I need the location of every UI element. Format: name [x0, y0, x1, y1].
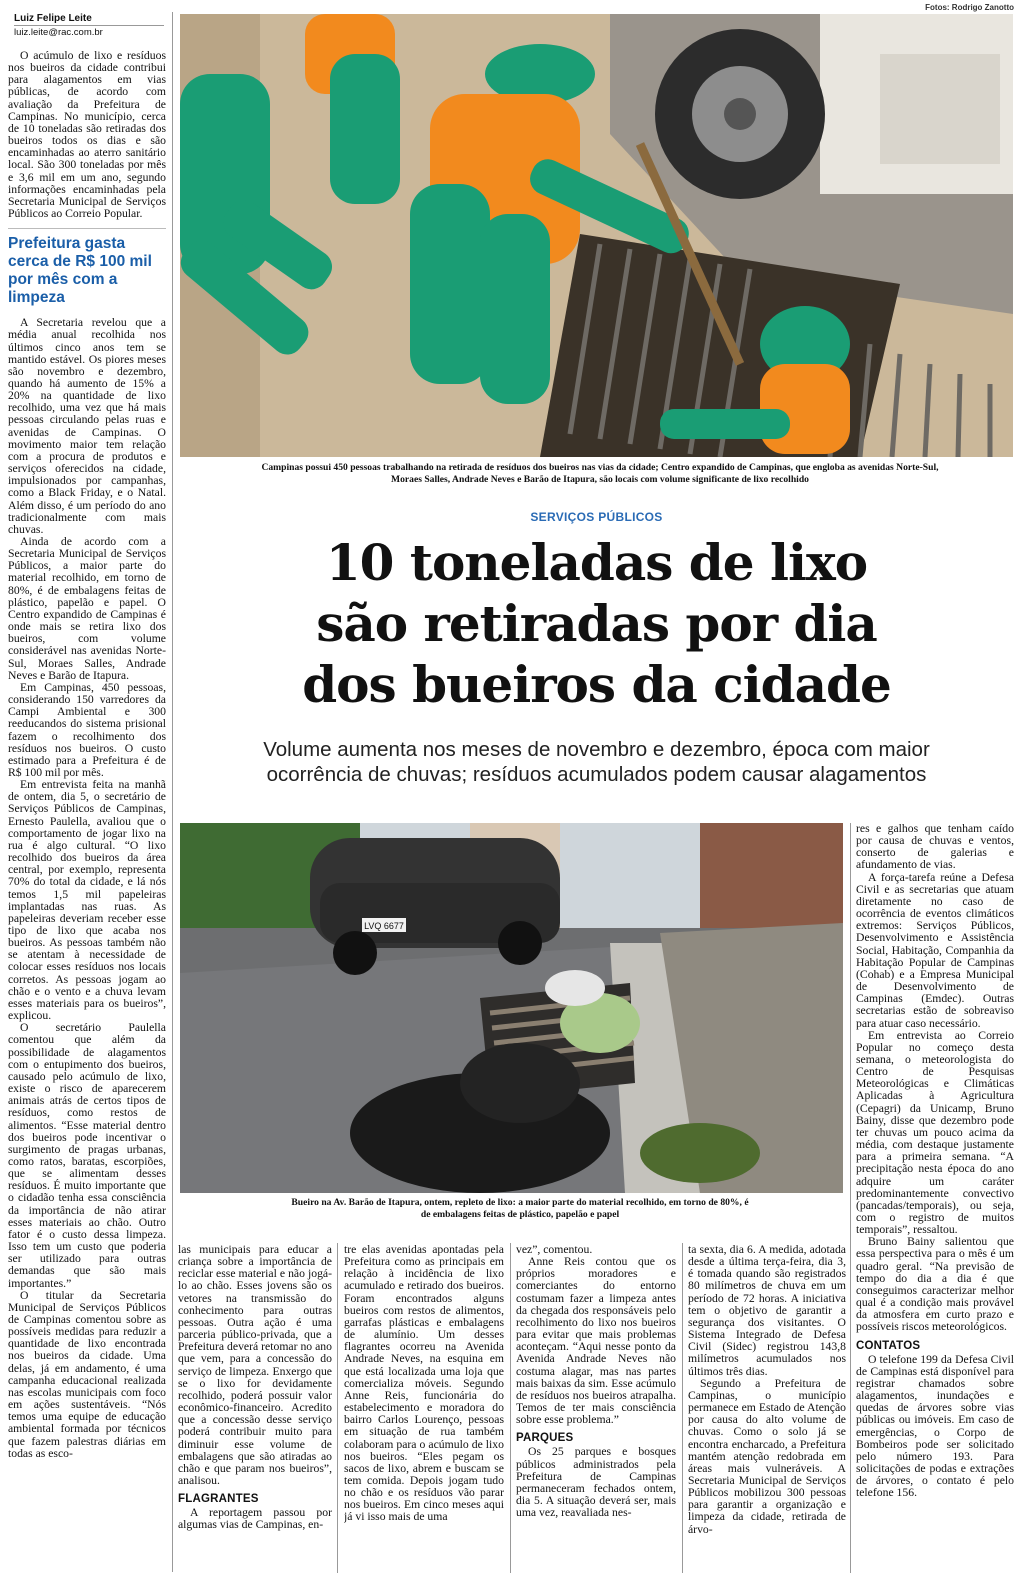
byline-name: Luiz Felipe Leite — [14, 13, 92, 24]
left-paragraph: Ainda de acordo com a Secretaria Municipal de Serviços Públicos, a maior parte do material recolhido, em torno de 80%, é de embalagens feitas de plástico, papelão e papel. O Centro expandido de Campinas é onde mais se retira lixo dos bueiros, com volume considerável nas avenidas Norte-Sul, Moraes Salles, Andrade Neves e Barão de Itapura. — [8, 535, 166, 682]
left-paragraph: Em Campinas, 450 pessoas, considerando 150 varredores da Campi Ambiental e 300 reeducandos do sistema prisional fazem o recolhimento dos resíduos nos bueiros. O custo estimado para a Prefeitura é de R$ 100 mil por mês. — [8, 680, 166, 779]
bottom-column-4 — [688, 1244, 846, 1574]
bottom-paragraph: ta sexta, dia 6. A medida, adotada desde a última terça-feira, dia 3, é tomada quando são registrados 80 milímetros de chuva em um período de 72 horas. A iniciativa tem o objetivo de garantir a segurança dos visitantes. O Sistema Integrado de Defesa Civil (Sidec) registrou 143,8 milímetros acumulados nos últimos três dias. — [688, 1244, 846, 1378]
left-paragraph: O secretário Paulella comentou que além da possibilidade de alagamentos com o entupimento dos bueiros, causado pelo acúmulo de lixo, existe o risco de aparecerem animais atrás de certos tipos de resíduos, como restos de alimentos. “Esse material dentro dos bueiros pode incentivar o surgimento de pragas urbanas, como ratos, baratas, escorpiões, que se alimentam desses resíduos. É muito importante que o cidadão tenha essa consciência da importância de não atirar esses materiais ao chão. Outro fator é o custo dessa limpeza. Isso tem um custo que poderia ser utilizado para outras demandas que são mais importantes.” — [8, 1021, 166, 1290]
right-paragraph: Em entrevista ao Correio Popular no começo desta semana, o meteorologista do Centro de Pesquisas Meteorológicas e Climáticas Aplicadas à Agricultura (Cepagri) da Unicamp, Bruno Bainy, disse que dezembro pode ter chuvas um pouco acima da média, com destaque justamente para a primeira semana. “A precipitação nesta época do ano adquire um caráter predominantemente convectivo (pancadas/temporais), ou seja, com o registro de muitos temporais”, ressaltou. — [856, 1028, 1014, 1237]
top-photo-workers — [180, 14, 1013, 457]
byline-email: luiz.leite@rac.com.br — [14, 25, 164, 39]
photo-credit: Fotos: Rodrigo Zanotto — [925, 3, 1014, 12]
mid-photo-drain — [180, 823, 843, 1193]
left-column — [8, 50, 166, 1575]
bottom-paragraph: Segundo a Prefeitura de Campinas, o município permanece em Estado de Atenção por causa do alto volume de chuvas. Como o solo já se encontra encharcado, a Prefeitura mantém atenção redobrada em áreas mais vulneráveis. A Secretaria Municipal de Serviços Públicos mobilizou 300 pessoas para garantir a organização e limpeza da cidade, retirada de árvo- — [688, 1376, 846, 1536]
bottom-column-3 — [516, 1244, 676, 1574]
workers-illustration — [180, 14, 1013, 457]
byline — [14, 12, 164, 39]
left-subhead: Prefeitura gasta cerca de R$ 100 mil por mês com a limpeza — [8, 228, 166, 307]
bottom-column-2 — [344, 1244, 504, 1574]
top-photo-caption: Campinas possui 450 pessoas trabalhando na retirada de resíduos dos bueiros nas vias da cidade; Centro expandido de Campinas, que engloba as avenidas Norte-Sul, Moraes Salles, Andrade Neves e Barão de Itapura, são locais com volume significante de lixo recolhido — [261, 462, 939, 485]
left-paragraph: A Secretaria revelou que a média anual recolhida nos últimos cinco anos tem se mantido estável. Os piores meses são novembro e dezembro, quando há aumento de 15% a 20% na quantidade de lixo recolhido, uma vez que há mais pessoas circulando pelas ruas e avenidas de Campinas. O movimento maior tem relação com a procura de produtos e serviços oferecidos na cidade, impulsionados por campanhas, como a Black Friday, e o Natal. Além disso, é um período do ano tradicionalmente com mais chuvas. — [8, 316, 166, 536]
headline-line: são retiradas por dia — [316, 594, 877, 653]
column-rule — [337, 1243, 338, 1573]
car-plate: LVQ 6677 — [364, 921, 404, 931]
headline — [180, 532, 1013, 715]
column-rule — [850, 823, 851, 1573]
column-rule — [510, 1243, 511, 1573]
right-paragraph: Bruno Bainy salientou que essa perspectiva para o mês é um quadro geral. “Na previsão de tempo do dia a dia é que conseguimos caracterizar melhor qual é a condição mais provável da atmosfera em curto prazo e possíveis riscos meteorológicos. — [856, 1235, 1014, 1334]
contacts-paragraph: O telefone 199 da Defesa Civil de Campinas está disponível para registrar chamados sobre alagamentos, inundações e quedas de árvores sobre vias públicas ou imóveis. Em caso de emergências, o Corpo de Bombeiros pode ser solicitado pelo número 193. Para solicitações de podas e extrações de árvores, o contato é pelo telefone 156. — [856, 1352, 1014, 1500]
subheadline-line: Volume aumenta nos meses de novembro e dezembro, época com maior — [263, 738, 930, 761]
bottom-column-1 — [178, 1244, 332, 1574]
left-paragraph: Em entrevista feita na manhã de ontem, dia 5, o secretário de Serviços Públicos de Campinas, Ernesto Paulella, avaliou que o comportamento de jogar lixo na rua é algo cultural. “O lixo recolhido dos bueiros da área central, por exemplo, representa 70% do total da cidade, e lá nós temos 1,5 mil papeleiras implantadas nas ruas. As papeleiras deveriam receber esse tipo de lixo que acaba nos bueiros. As pessoas também não se atentam à necessidade de colocar esses resíduos nos locais corretos. As pessoas jogam ao chão e o vento e a chuva levam esses materiais para os bueiros”, explicou. — [8, 778, 166, 1023]
right-column — [856, 823, 1014, 1573]
bottom-paragraph: vez”, comentou. — [516, 1244, 593, 1256]
contacts-heading: CONTATOS — [856, 1339, 921, 1352]
headline-line: dos bueiros da cidade — [302, 655, 891, 714]
subheadline — [180, 737, 1013, 787]
bottom-paragraph: Anne Reis contou que os próprios moradores e comerciantes do entorno costumam fazer a limpeza antes da chegada dos responsáveis pelo recolhimento do lixo nos bueiros para evitar que mais problemas aconteçam. “Aqui nesse ponto da Avenida Andrade Neves não costuma alagar, mas nas partes mais baixas da sim. Esse acúmulo de resíduos nos bueiros atrapalha. Temos de ter mais consciência sobre esse problema.” — [516, 1255, 676, 1427]
parques-heading: PARQUES — [516, 1432, 574, 1445]
intro-paragraph: O acúmulo de lixo e resíduos nos bueiros da cidade contribui para alagamentos em vias públicas, de acordo com avaliação da Prefeitura de Campinas. No município, cerca de 10 toneladas são retiradas dos bueiros todos os dias e são encaminhadas ao aterro sanitário local. São 300 toneladas por mês e 3,6 mil em um ano, segundo informações encaminhadas pela Secretaria Municipal de Serviços Públicos ao Correio Popular. — [8, 50, 166, 221]
right-paragraph: A força-tarefa reúne a Defesa Civil e as secretarias que atuam diretamente no caso de ocorrência de eventos climáticos extremos: Serviços Públicos, Desenvolvimento e Assistência Social, Habitação, Companhia da Habitação Popular de Campinas (Cohab) e a Empresa Municipal de Desenvolvimento de Campinas (Emdec). Outras secretarias estão de sobreaviso para atuar caso necessário. — [856, 870, 1014, 1030]
bottom-paragraph: Os 25 parques e bosques públicos administrados pela Prefeitura de Campinas permaneceram fechados ontem, dia 5. A situação deverá ser, mais uma vez, reavaliada nes- — [516, 1445, 676, 1520]
bottom-paragraph: las municipais para educar a criança sobre a importância de reciclar esse material e não jogá-lo ao chão. Esses jovens são os vetores na transmissão do conhecimento para outras pessoas. Outra ação é uma parceria público-privada, que a Prefeitura deverá retomar no ano que vem, para a concessão do serviço de limpeza. Enxergo que se o lixo for devidamente recolhido, poderá possuir valor econômico-financeiro. Acredito que a concessão desse serviço poderá contribuir muito para diminuir esse volume de embalagens que são atiradas ao chão e que param nos bueiros”, analisou. — [178, 1244, 332, 1487]
mid-photo-caption: Bueiro na Av. Barão de Itapura, ontem, repleto de lixo: a maior parte do material recolhido, em torno de 80%, é de embalagens feitas de plástico, papelão e papel — [291, 1197, 749, 1220]
drain-illustration — [180, 823, 843, 1193]
right-paragraph: res e galhos que tenham caído por causa de chuvas e ventos, conserto de galerias e afundamento de vias. — [856, 823, 1014, 872]
column-rule — [172, 12, 173, 1572]
flagrantes-heading: FLAGRANTES — [178, 1493, 259, 1506]
section-label: SERVIÇOS PÚBLICOS — [530, 510, 663, 524]
subheadline-line: ocorrência de chuvas; resíduos acumulados podem causar alagamentos — [266, 763, 927, 786]
headline-line: 10 toneladas de lixo — [325, 533, 868, 592]
column-rule — [682, 1243, 683, 1573]
bottom-paragraph: A reportagem passou por algumas vias de Campinas, en- — [178, 1506, 332, 1532]
bottom-paragraph: tre elas avenidas apontadas pela Prefeitura como as principais em relação à incidência de lixo acumulado e retirado dos bueiros. Foram encontrados alguns bueiros com restos de alimentos, garrafas plásticas e embalagens de alumínio. Um desses flagrantes ocorreu na Avenida Andrade Neves, na esquina em que está localizada uma loja que comercializa móveis. Segundo Anne Reis, funcionária do estabelecimento e moradora do bairro Carlos Lourenço, pessoas em situação de rua também colaboram para o acúmulo de lixo nos bueiros. “Eles pegam os sacos de lixo, abrem e buscam se tem comida. Depois jogam tudo no chão e os resíduos vão parar nos bueiros. Em cinco meses aqui já vi isso mais de uma — [344, 1244, 504, 1524]
left-paragraph: O titular da Secretaria Municipal de Serviços Públicos de Campinas comentou sobre as possíveis medidas para reduzir a quantidade de lixo encontrada nos bueiros da cidade. Uma delas, já em andamento, é uma campanha educacional realizada nas escolas municipais com foco em ações sustentáveis. “Nós temos uma equipe de educação ambiental formada por técnicos que fazem palestras diárias em todas as esco- — [8, 1288, 166, 1460]
